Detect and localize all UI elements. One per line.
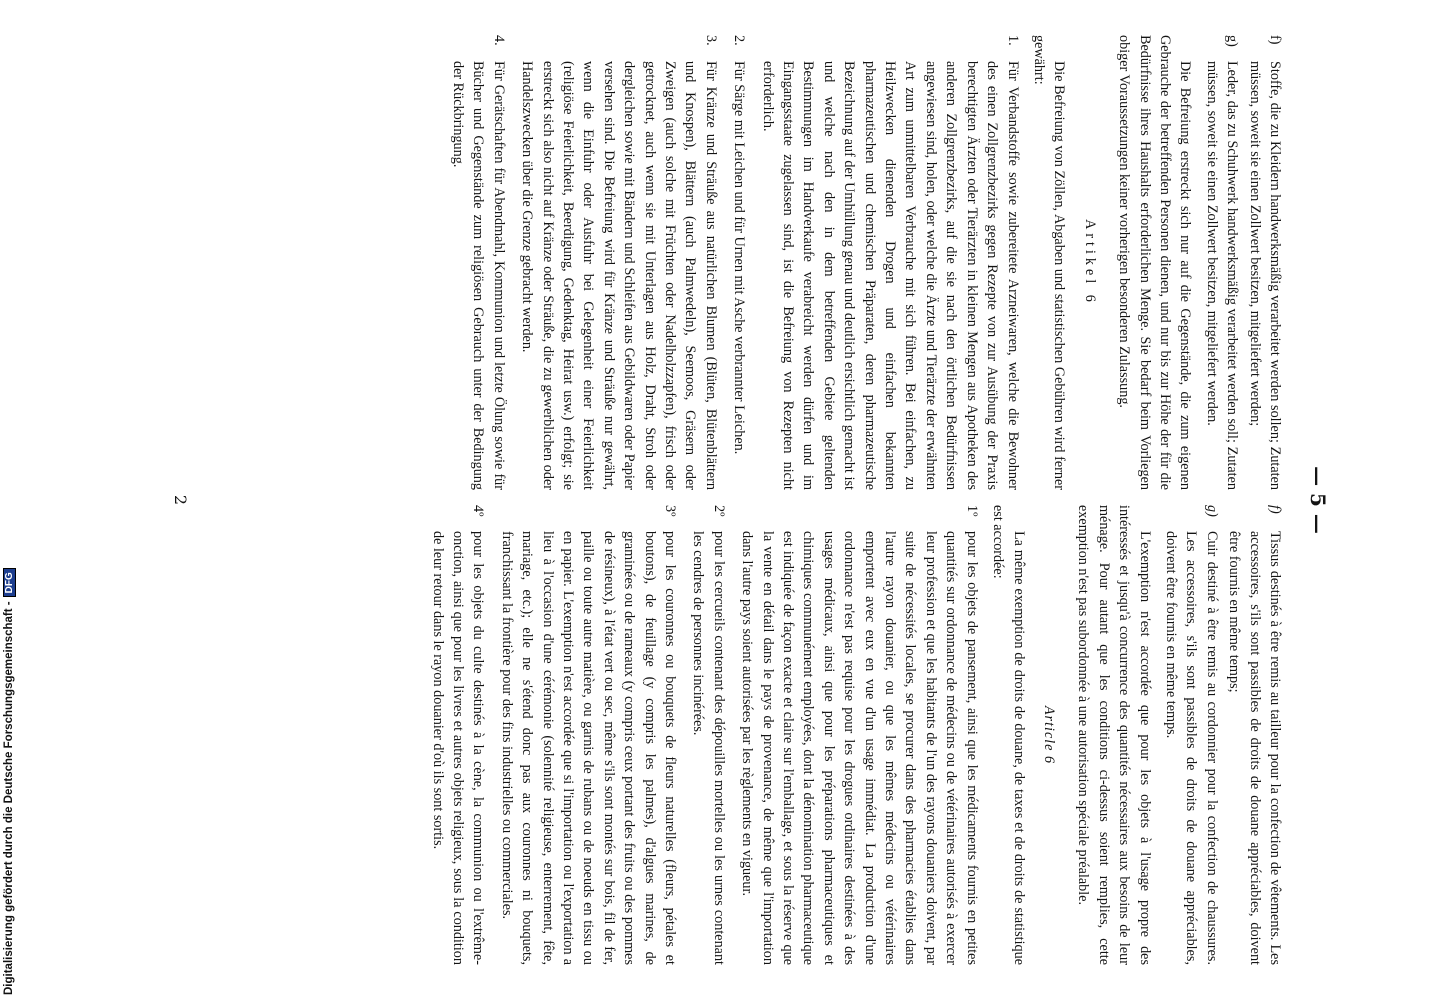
item-marker: f)	[1267, 35, 1283, 45]
item-text: Stoffe, die zu Kleidern handwerksmäßig verarbeitet werden sollen; Zutaten müssen, soweit sie einen Zollwert besitzen, mitgeliefert werden;	[1246, 61, 1283, 490]
german-item-f	[1244, 35, 1285, 490]
digitization-credit-text: Digitalisierung gefördert durch die Deutsche Forschungsgemeinschaft -	[3, 601, 15, 995]
item-marker: 4.	[490, 35, 507, 46]
item-marker: 3º	[662, 505, 679, 517]
item-text: Für Kränze und Sträuße aus natürlichen Blumen (Blüten, Blütenblättern und Knospen), Blättern (auch Palmwedeln), Seemoos, Gräsern oder Zweigen (auch solche mit Früchten oder Nadelholzzapfen), frisch oder getrocknet, auch wenn sie mit Unterlagen aus Holz, Draht, Stroh oder dergleichen sowie mit Bändern und Schleifen aus Gebildwaren oder Papier versehen sind. Die Befreiung wird für Kränze und Sträuße nur gewährt, wenn die Einfuhr oder Ausfuhr bei Gelegenheit einer Feierlichkeit (religiöse Feierlichkeit, Beerdigung, Gedenktag, Heirat usw.) erfolgt; sie erstreckt sich also nicht auf Kränze oder Sträuße, die zu gewerblichen oder Handelszwecken über die Grenze gebracht werden.	[519, 61, 719, 490]
item-marker: 2º	[710, 505, 727, 517]
digitization-credit	[3, 568, 16, 995]
item-marker: f)	[1267, 505, 1283, 514]
item-text: pour les cercueils contenant des dépouilles mortelles ou les urnes contenant les cendres de personnes incinérées.	[690, 531, 727, 965]
item-marker: 1.	[1004, 35, 1021, 46]
french-item-3	[496, 505, 680, 965]
item-marker: g)	[1224, 35, 1241, 47]
item-text: Cuir destiné à être remis au cordonnier pour la confection de chaussures. Les accessoires, s'ils sont passibles de droits de douane appréciables, doivent être fournis en même temps.	[1162, 531, 1220, 965]
german-article-heading: Artikel 6	[1081, 219, 1098, 306]
item-text: Für Verbandstoffe sowie zubereitete Arzneiwaren, welche die Bewohner des einen Zollgrenzbezirks gegen Rezepte von zur Ausübung der Praxis berechtigten Ärzten oder Tierärzten in kleinen Mengen aus Apotheken des anderen Zollgrenzbezirks, auf die sie nach den örtlichen Bedürfnissen angewiesen sind, holen, oder welche die Ärzte und Tierärzte der erwähnten Art zum unmittelbaren Verbrauche mit sich führen. Bei einfachen, zu Heilzwecken dienenden Drogen und einfachen bekannten pharmazeutischen und chemischen Präparaten, deren pharmazeutische Bezeichnung auf der Umhüllung genau und deutlich ersichtlich gemacht ist und welche nach den in dem betreffenden Gebiete geltenden Bestimmungen im Handverkaufe verabreicht werden dürfen und im Eingangsstaate zugelassen sind, ist die Befreiung von Rezepten nicht erforderlich.	[759, 61, 1021, 490]
item-text: pour les objets du culte destinés à la cène, la communion ou l'extrême-onction, ainsi que pour les livres et autres objets religieux, sous la condition de leur retour dans le rayon douanier d'où ils sont sortis.	[429, 531, 487, 965]
document-page	[135, 0, 1330, 1000]
item-text: Leder, das zu Schuhwerk handwerksmäßig verarbeitet werden soll; Zutaten müssen, soweit sie einen Zollwert besitzen, mitgeliefert werden.	[1203, 61, 1241, 490]
french-item-2	[688, 505, 729, 965]
french-article-heading: Article 6	[1040, 705, 1057, 765]
item-text: Für Särge mit Leichen und für Urnen mit Asche verbrannter Leichen.	[731, 61, 748, 455]
french-item-g	[1161, 505, 1222, 965]
dfg-logo-icon: DFG	[3, 568, 16, 597]
item-text: Für Gerätschaften für Abendmahl, Kommunion und letzte Ölung sowie für Bücher und Gegenstände zum religiösen Gebrauch unter der Bedingung der Rückbringung.	[449, 61, 507, 490]
french-item-f	[1224, 505, 1285, 965]
item-marker: 4º	[470, 505, 487, 517]
page-number: — 5 —	[1306, 466, 1330, 534]
item-text: Tissus destinés à être remis au tailleur pour la confection de vêtements. Les accessoires, s'ils sont passibles de droits de douane appréciables, doivent être fournis en même temps;	[1226, 531, 1283, 965]
german-column	[446, 35, 1285, 490]
french-column	[425, 505, 1285, 965]
french-article-intro: La même exemption de droits de douane, de taxes et de droits de statistique est accordée:	[990, 505, 1027, 965]
item-text: pour les objets de pansement, ainsi que les médicaments fournis en petites quantités sur ordonnance de médecins ou de vétérinaires autorisés à exercer leur profession et que les habitants de l'un des rayons douaniers doivent, par suite de nécessités locales, se procurer dans des pharmacies établies dans l'autre rayon douanier, ou que les mêmes médecins ou vétérinaires emportent avec eux en vue d'un usage immédiat. La production d'une ordonnance n'est pas requise pour les drogues ordinaires destinées à des usages médicaux, ainsi que pour les préparations pharmaceutiques et chimiques communément employées, dont la dénomination pharmaceutique est indiquée de façon exacte et claire sur l'emballage, et sous la réserve que la vente en détail dans le pays de provenance, de même que l'importation dans l'autre pays soient autorisées par les règlements en vigueur.	[739, 531, 980, 965]
item-marker: g)	[1203, 505, 1220, 517]
german-item-1	[757, 35, 1022, 490]
footer-number: 2	[171, 494, 190, 506]
german-item-2	[729, 35, 749, 490]
french-item-4	[427, 505, 488, 965]
german-item-g	[1201, 35, 1242, 490]
german-exemption-paragraph: Die Befreiung erstreckt sich nur auf die Gegenstände, die zum eigenen Gebrauche der betreffenden Personen dienen, und nur bis zur Höhe der für die Bedürfnisse ihres Haushalts erforderlichen Menge. Sie bedarf beim Vorliegen obiger Voraussetzungen keiner vorherigen besonderen Zulassung.	[1116, 35, 1194, 490]
item-marker: 1º	[963, 505, 980, 517]
german-item-3	[517, 35, 721, 490]
french-item-1	[737, 505, 982, 965]
item-text: pour les couronnes ou bouquets de fleurs naturelles (fleurs, pétales et boutons), de feuillage (y compris les palmes), d'algues marines, de graminées ou de rameaux (y compris ceux portant des fruits ou des pommes de résineux), à l'état vert ou sec, même s'ils sont montés sur bois, fil de fer, paille ou toute autre matière, ou garnis de rubans ou de noeuds en tissu ou en papier. L'exemption n'est accordée que si l'importation ou l'exportation a lieu à l'occasion d'une cérémonie (solennité religieuse, enterrement, fête, mariage, etc.); elle ne s'étend donc pas aux couronnes ni bouquets, franchissant la frontière pour des fins industrielles ou commerciales.	[498, 531, 679, 965]
digitization-credit-sidebar	[0, 0, 22, 1000]
german-item-4	[448, 35, 509, 490]
item-marker: 3.	[702, 35, 719, 46]
german-article-intro: Die Befreiung von Zöllen, Abgaben und statistischen Gebühren wird ferner gewährt:	[1030, 35, 1068, 490]
item-marker: 2.	[731, 35, 748, 46]
french-exemption-paragraph: L'exemption n'est accordée que pour les objets à l'usage propre des intéressés et jusqu'à concurrence des quantités nécessaires aux besoins de leur ménage. Pour autant que les conditions ci-dessus soient remplies, cette exemption n'est pas subordonnée à une autorisation spéciale préalable.	[1075, 505, 1153, 965]
